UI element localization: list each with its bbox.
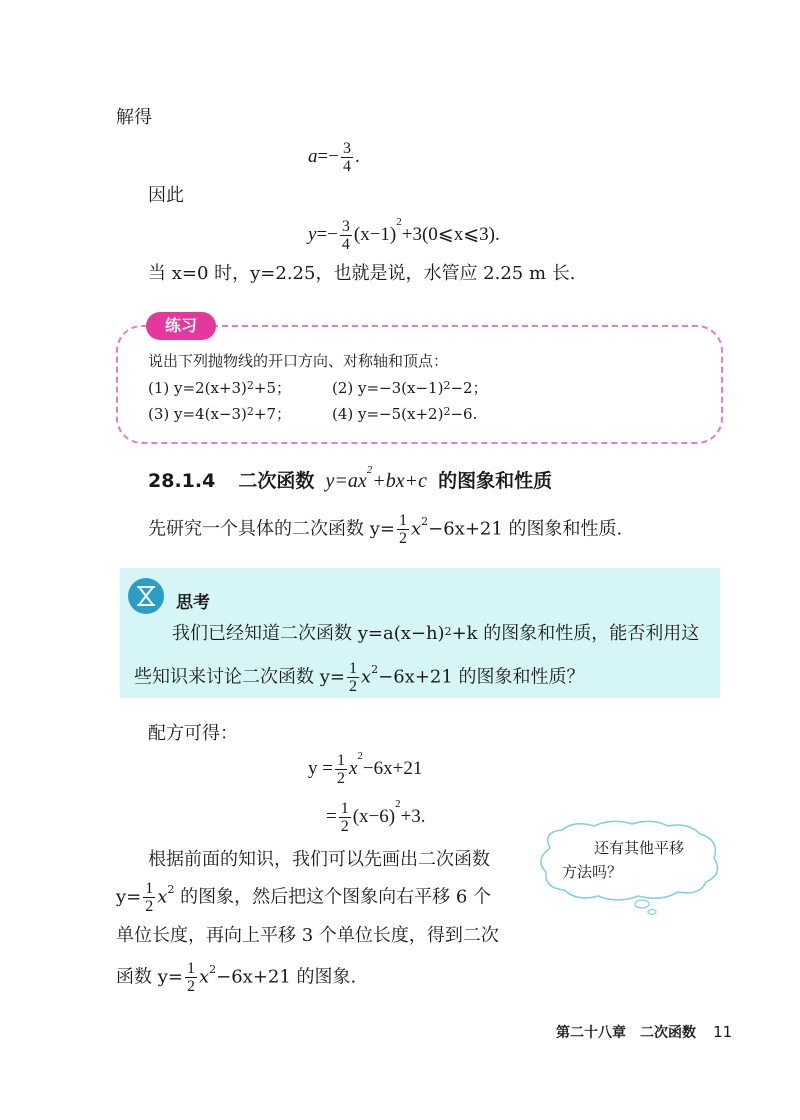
equation-y: y=− $\frac{3}{4}$ $(x-1)^2+3(0⩽x⩽3)$. xyxy=(308,216,500,253)
section-number: 28.1.4 xyxy=(148,470,216,492)
para-line-2: y= $\frac{1}{2}$ $x^2$ 的图象，然后把这个图象向右平移 6 个 xyxy=(116,880,492,915)
bubble-line-1: 还有其他平移 xyxy=(594,839,685,857)
eq-a-fraction: $\frac{3}{4}$ xyxy=(342,140,351,175)
complete-square-line-2: = $\frac{1}{2}$ $(x-6)^2+3$. xyxy=(326,798,426,835)
section-heading xyxy=(148,466,552,493)
para-line-1: 根据前面的知识，我们可以先画出二次函数 xyxy=(148,849,490,870)
section-title-a: 二次函数 xyxy=(238,470,315,492)
eq-a-lhs: a xyxy=(308,145,318,167)
solve-label: 解得 xyxy=(116,107,152,128)
section-formula: $y=ax^2+bx+c$ xyxy=(325,464,428,492)
complete-square-label: 配方可得： xyxy=(148,723,238,744)
intro-sentence: 先研究一个具体的二次函数 y= $\frac{1}{2}$ $x^2-6x+21$ 的图象和性质. xyxy=(148,512,623,547)
eq-a-end: . xyxy=(354,145,360,167)
para-line-3: 单位长度，再向上平移 3 个单位长度，得到二次 xyxy=(116,925,499,946)
equation-a xyxy=(308,140,360,175)
exercise-item-3: (3) $y=4(x-3)^2+7$； xyxy=(148,405,292,423)
think-line-1: 我们已经知道二次函数 $y=a(x-h)^2+k$ 的图象和性质，能否利用这 xyxy=(172,623,700,644)
exercise-prompt: 说出下列抛物线的开口方向、对称轴和顶点： xyxy=(148,352,449,370)
exercise-item-4: (4) $y=-5(x+2)^2-6$. xyxy=(332,405,478,423)
eq-a-sign: =− xyxy=(317,145,339,167)
footer-chapter: 第二十八章 二次函数 xyxy=(556,1025,696,1041)
page-number: 11 xyxy=(713,1023,733,1041)
exercise-tag: 练习 xyxy=(146,312,216,340)
exercise-item-1: (1) $y=2(x+3)^2+5$； xyxy=(148,379,292,397)
think-line-2: 些知识来讨论二次函数 y= $\frac{1}{2}$ $x^2-6x+21$ 的图象和性质？ xyxy=(134,660,585,695)
hourglass-icon xyxy=(128,578,164,614)
para-line-4: 函数 y= $\frac{1}{2}$ $x^2-6x+21$ 的图象. xyxy=(116,960,357,995)
when-sentence: 当 x=0 时，y=2.25，也就是说，水管应 2.25 m 长. xyxy=(148,263,576,284)
complete-square-line-1: y = $\frac{1}{2}$ $x^2-6x+21$ xyxy=(308,750,423,787)
therefore-label: 因此 xyxy=(148,185,184,206)
thought-bubble xyxy=(528,818,728,918)
footer xyxy=(556,1022,732,1042)
bubble-line-2: 方法吗？ xyxy=(562,863,623,881)
exercise-item-2: (2) $y=-3(x-1)^2-2$； xyxy=(332,379,488,397)
think-title: 思考 xyxy=(176,593,210,613)
section-title-b: 的图象和性质 xyxy=(438,470,553,492)
